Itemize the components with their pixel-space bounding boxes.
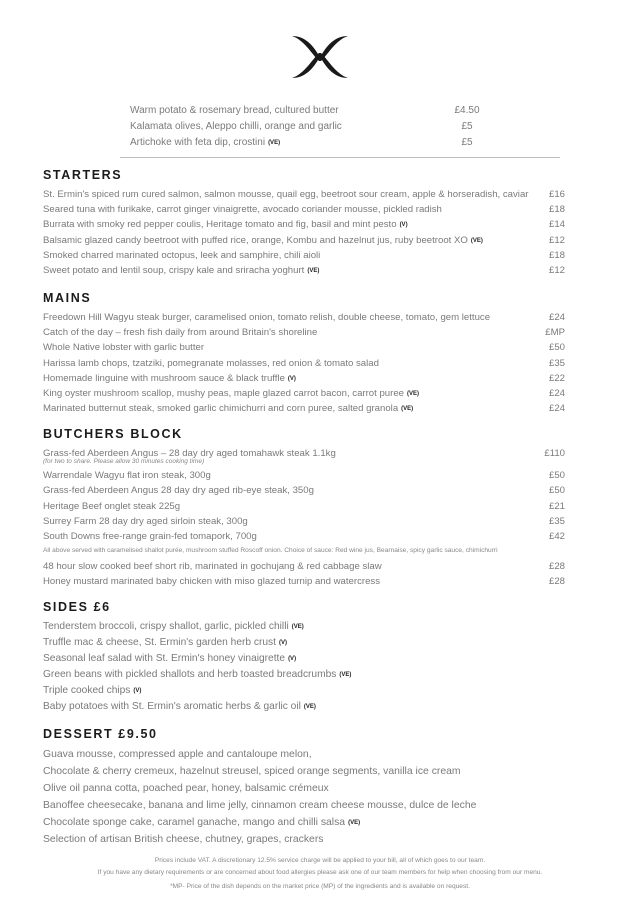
item-name-wrap <box>43 202 442 217</box>
item-name-wrap <box>43 619 304 635</box>
item-price: £18 <box>548 249 565 261</box>
dietary-tag: (VE) <box>401 406 414 413</box>
item-name: Triple cooked chips <box>43 685 131 696</box>
item-price: £28 <box>548 561 565 573</box>
menu-item <box>43 202 565 217</box>
item-name: St. Ermin's spiced rum cured salmon, salmon mousse, quail egg, beetroot sour cream, apple & horseradish, caviar <box>43 189 529 200</box>
item-price: £28 <box>548 576 565 588</box>
item-name-wrap <box>43 699 316 715</box>
item-price: £50 <box>548 470 565 482</box>
item-name-wrap <box>43 356 379 371</box>
menu-item <box>43 310 565 325</box>
item-price: £4.50 <box>454 105 480 116</box>
item-name: Seasonal leaf salad with St. Ermin's honey vinaigrette <box>43 653 286 664</box>
item-name-wrap <box>43 831 324 848</box>
dietary-tag: (V) <box>133 688 142 694</box>
item-name-wrap <box>43 514 248 529</box>
vat-notice: Prices include VAT. A discretionary 12.5% service charge will be applied to your bill, all of which goes to our team. <box>154 857 486 864</box>
item-name: Harissa lamb chops, tzatziki, pomegranate molasses, red onion & tomato salad <box>43 357 379 369</box>
item-price: £MP <box>545 327 565 339</box>
item-name: Catch of the day – fresh fish daily from around Britain's shoreline <box>43 327 318 339</box>
menu-item <box>43 667 565 683</box>
item-name-wrap <box>43 187 528 202</box>
menu-item <box>43 248 565 263</box>
serving-note: All above served with caramelised shallot purée, mushroom stuffed Roscoff onion. Choice of sauce: Red wine jus, Bearnaise, spicy garlic sauce, chimichurri <box>43 547 498 555</box>
item-name: Banoffee cheesecake, banana and lime jelly, cinnamon cream cheese mousse, dulce de leche <box>43 800 477 811</box>
starters-section <box>43 167 565 278</box>
item-name-wrap <box>43 529 257 544</box>
menu-item <box>43 763 565 780</box>
menu-item <box>43 356 565 371</box>
item-name-wrap <box>43 468 211 483</box>
butchers-block-section <box>43 426 565 590</box>
item-name-wrap <box>130 137 280 148</box>
item-price: £50 <box>548 485 565 497</box>
item-name-wrap <box>130 105 339 116</box>
item-name-wrap <box>43 310 490 325</box>
item-name-wrap <box>43 248 320 263</box>
item-name-wrap <box>43 780 329 797</box>
menu-item <box>43 187 565 202</box>
menu-item <box>130 121 482 137</box>
dietary-tag: (VE) <box>407 390 420 397</box>
menu-item <box>43 529 565 544</box>
menu-item <box>43 814 565 831</box>
item-name: Seared tuna with furikake, carrot ginger vinaigrette, avocado coriander mousse, pickled radish <box>43 204 442 216</box>
item-note: (for two to share. Please allow 30 minutes cooking time) <box>43 458 205 466</box>
menu-item <box>43 619 565 635</box>
dietary-tag: (VE) <box>291 624 304 630</box>
item-name: Grass-fed Aberdeen Angus 28 day dry aged rib-eye steak, 350g <box>43 485 314 497</box>
item-price: £35 <box>548 357 565 369</box>
item-name: Marinated butternut steak, smoked garlic chimichurri and corn puree, salted granola <box>43 403 399 415</box>
item-price: £18 <box>548 204 565 216</box>
dietary-tag: (VE) <box>303 704 316 710</box>
dietary-tag: (V) <box>278 640 287 646</box>
section-title: STARTERS <box>43 168 123 182</box>
dessert-section <box>43 726 565 848</box>
item-name: Freedown Hill Wagyu steak burger, caramelised onion, tomato relish, double cheese, tomato, gem lettuce <box>43 312 491 323</box>
nibbles-list <box>130 105 482 153</box>
section-title: BUTCHERS BLOCK <box>43 427 183 441</box>
item-name-wrap <box>130 121 342 132</box>
item-name-wrap <box>43 340 204 355</box>
item-name: Olive oil panna cotta, poached pear, honey, balsamic crémeux <box>43 783 329 794</box>
menu-item <box>43 699 565 715</box>
item-name: Guava mousse, compressed apple and cantaloupe melon, <box>43 749 312 760</box>
item-name: Sweet potato and lentil soup, crispy kale and sriracha yoghurt <box>43 264 305 276</box>
item-price: £16 <box>548 189 565 200</box>
section-title: SIDES £6 <box>43 600 111 614</box>
item-name-wrap <box>43 763 461 780</box>
restaurant-logo-icon <box>290 34 350 80</box>
item-name-wrap <box>43 797 476 814</box>
item-name: Kalamata olives, Aleppo chilli, orange and garlic <box>130 121 342 132</box>
item-name: Tenderstem broccoli, crispy shallot, garlic, pickled chilli <box>43 621 289 632</box>
dietary-tag: (VE) <box>348 820 361 826</box>
menu-item <box>43 651 565 667</box>
menu-item <box>43 263 565 278</box>
footer <box>0 855 640 893</box>
menu-item <box>43 514 565 529</box>
menu-item <box>43 386 565 401</box>
item-name: Grass-fed Aberdeen Angus – 28 day dry aged tomahawk steak 1.1kg <box>43 448 336 459</box>
menu-item <box>43 683 565 699</box>
item-name-wrap <box>43 667 351 683</box>
item-name-wrap <box>43 683 141 699</box>
item-name-wrap <box>43 401 413 417</box>
item-name-wrap <box>43 746 312 763</box>
item-name: South Downs free-range grain-fed tomapork, 700g <box>43 530 257 542</box>
item-price: £24 <box>548 387 565 399</box>
menu-item <box>43 468 565 483</box>
item-price: £5 <box>461 137 473 148</box>
item-name-wrap <box>43 651 296 667</box>
menu-item <box>130 137 482 153</box>
item-price: £14 <box>548 219 565 231</box>
mains-section <box>43 290 565 416</box>
item-name: Homemade linguine with mushroom sauce & black truffle <box>43 372 285 384</box>
item-name-wrap <box>43 386 419 402</box>
menu-item <box>43 340 565 355</box>
menu-item <box>43 746 565 763</box>
menu-item <box>43 780 565 797</box>
menu-item <box>43 831 565 848</box>
menu-item <box>43 635 565 651</box>
item-name-wrap <box>43 217 408 233</box>
dietary-tag: (V) <box>288 656 297 662</box>
item-name-wrap <box>43 233 483 249</box>
menu-item <box>43 797 565 814</box>
item-name: King oyster mushroom scallop, mushy peas, maple glazed carrot bacon, carrot puree <box>43 387 405 399</box>
menu-item <box>130 105 482 121</box>
dietary-tag: (VE) <box>268 140 281 146</box>
item-price: £24 <box>548 312 565 323</box>
item-name-wrap <box>43 499 180 514</box>
item-price: £42 <box>548 530 565 542</box>
item-name: Truffle mac & cheese, St. Ermin's garden herb crust <box>43 637 276 648</box>
item-name-wrap <box>43 263 319 279</box>
item-name-wrap <box>43 635 287 651</box>
item-name-wrap <box>43 559 382 574</box>
menu-item <box>43 401 565 416</box>
item-name: Burrata with smoky red pepper coulis, Heritage tomato and fig, basil and mint pesto <box>43 219 397 231</box>
item-name: Chocolate sponge cake, caramel ganache, mango and chilli salsa <box>43 817 346 828</box>
item-price: £22 <box>548 372 565 384</box>
item-price: £110 <box>544 448 565 459</box>
menu-item <box>43 499 565 514</box>
dietary-tag: (VE) <box>307 267 320 274</box>
menu-item <box>43 574 565 589</box>
menu-item <box>43 483 565 498</box>
item-name: Baby potatoes with St. Ermin's aromatic herbs & garlic oil <box>43 701 301 712</box>
item-name: 48 hour slow cooked beef short rib, marinated in gochujang & red cabbage slaw <box>43 561 382 573</box>
item-price: £12 <box>548 264 565 276</box>
item-name: Green beans with pickled shallots and herb toasted breadcrumbs <box>43 669 337 680</box>
menu-item <box>43 325 565 340</box>
item-price: £35 <box>548 515 565 527</box>
item-name: Heritage Beef onglet steak 225g <box>43 500 181 512</box>
item-price: £24 <box>548 403 565 415</box>
item-name: Warm potato & rosemary bread, cultured butter <box>130 105 339 116</box>
item-price: £50 <box>548 342 565 354</box>
allergy-notice: If you have any dietary requirements or are concerned about food allergies please ask one of our team members for help when choosing from our menu. <box>97 869 543 876</box>
item-name: Honey mustard marinated baby chicken with miso glazed turnip and watercress <box>43 576 381 588</box>
item-name: Surrey Farm 28 day dry aged sirloin steak, 300g <box>43 515 248 527</box>
item-name: Whole Native lobster with garlic butter <box>43 342 205 354</box>
item-name: Balsamic glazed candy beetroot with puffed rice, orange, Kombu and hazelnut jus, ruby beetroot XO <box>43 234 468 246</box>
sides-section <box>43 599 565 715</box>
item-name: Selection of artisan British cheese, chutney, grapes, crackers <box>43 834 324 845</box>
menu-item <box>43 559 565 574</box>
item-name: Warrendale Wagyu flat iron steak, 300g <box>43 470 211 482</box>
item-name: Artichoke with feta dip, crostini <box>130 137 266 148</box>
item-name: Smoked charred marinated octopus, leek and samphire, chili aioli <box>43 249 321 261</box>
item-price: £5 <box>461 121 473 132</box>
section-title: DESSERT £9.50 <box>43 727 158 741</box>
menu-item <box>43 233 565 248</box>
dietary-tag: (VE) <box>470 237 483 244</box>
item-name-wrap <box>43 371 296 387</box>
item-name-wrap <box>43 325 317 340</box>
dietary-tag: (V) <box>287 375 296 382</box>
item-name-wrap <box>43 483 314 498</box>
section-title: MAINS <box>43 291 92 305</box>
item-price: £21 <box>548 500 565 512</box>
market-price-notice: *MP- Price of the dish depends on the market price (MP) of the ingredients and is available on request. <box>170 883 470 890</box>
divider <box>120 157 560 158</box>
menu-item <box>43 217 565 232</box>
menu-item <box>43 371 565 386</box>
dietary-tag: (VE) <box>339 672 352 678</box>
item-name-wrap <box>43 574 380 589</box>
item-name: Chocolate & cherry cremeux, hazelnut streusel, spiced orange segments, vanilla ice cream <box>43 766 461 777</box>
item-name-wrap <box>43 814 360 832</box>
item-price: £12 <box>548 234 565 246</box>
dietary-tag: (V) <box>399 222 408 229</box>
